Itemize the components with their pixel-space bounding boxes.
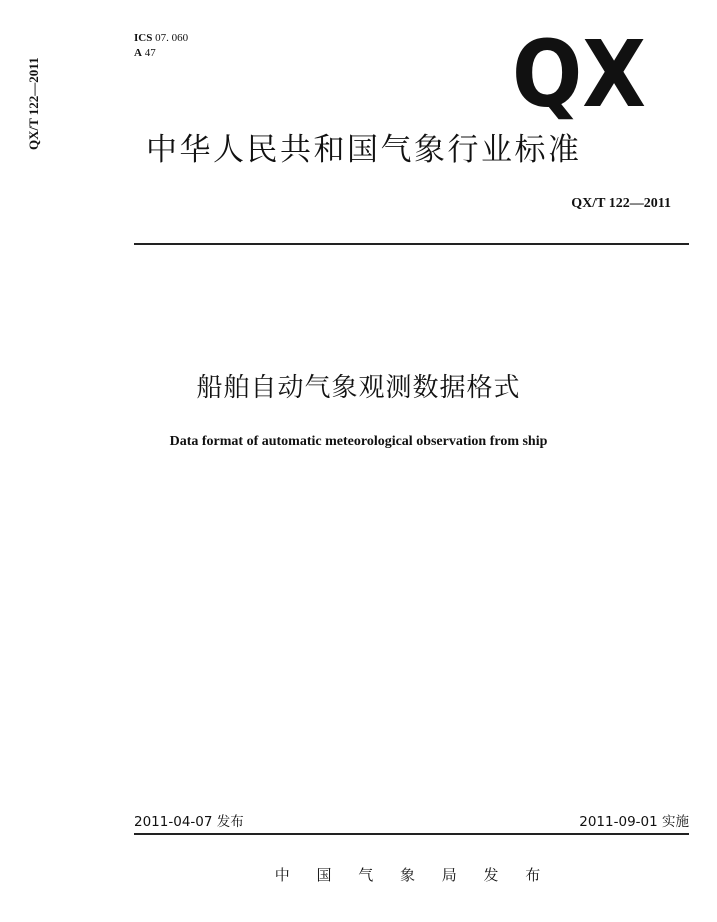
bottom-rule	[134, 833, 689, 835]
implementation-date: 2011-09-01 实施	[579, 814, 689, 830]
ics-label: ICS	[134, 32, 153, 44]
publisher: 中 国 气 象 局 发 布	[274, 866, 541, 884]
classification-value: 47	[144, 47, 156, 59]
ics-value: 07. 060	[155, 32, 189, 44]
organization-title: 中华人民共和国气象行业标准	[146, 132, 582, 168]
top-rule	[134, 243, 689, 245]
issue-date: 2011-04-07 发布	[134, 814, 244, 830]
classification-label: A	[134, 47, 142, 59]
standard-code: QX/T 122—2011	[571, 196, 671, 211]
ics-line	[134, 31, 188, 46]
side-standard-code: QX/T 122—2011	[26, 57, 41, 150]
document-title: 船舶自动气象观测数据格式	[196, 373, 521, 403]
qx-logo-text: QX	[512, 21, 646, 128]
ics-block	[134, 31, 188, 61]
qx-logo	[512, 21, 646, 128]
document-subtitle: Data format of automatic meteorological observation from ship	[169, 434, 548, 449]
classification-line	[134, 46, 188, 61]
